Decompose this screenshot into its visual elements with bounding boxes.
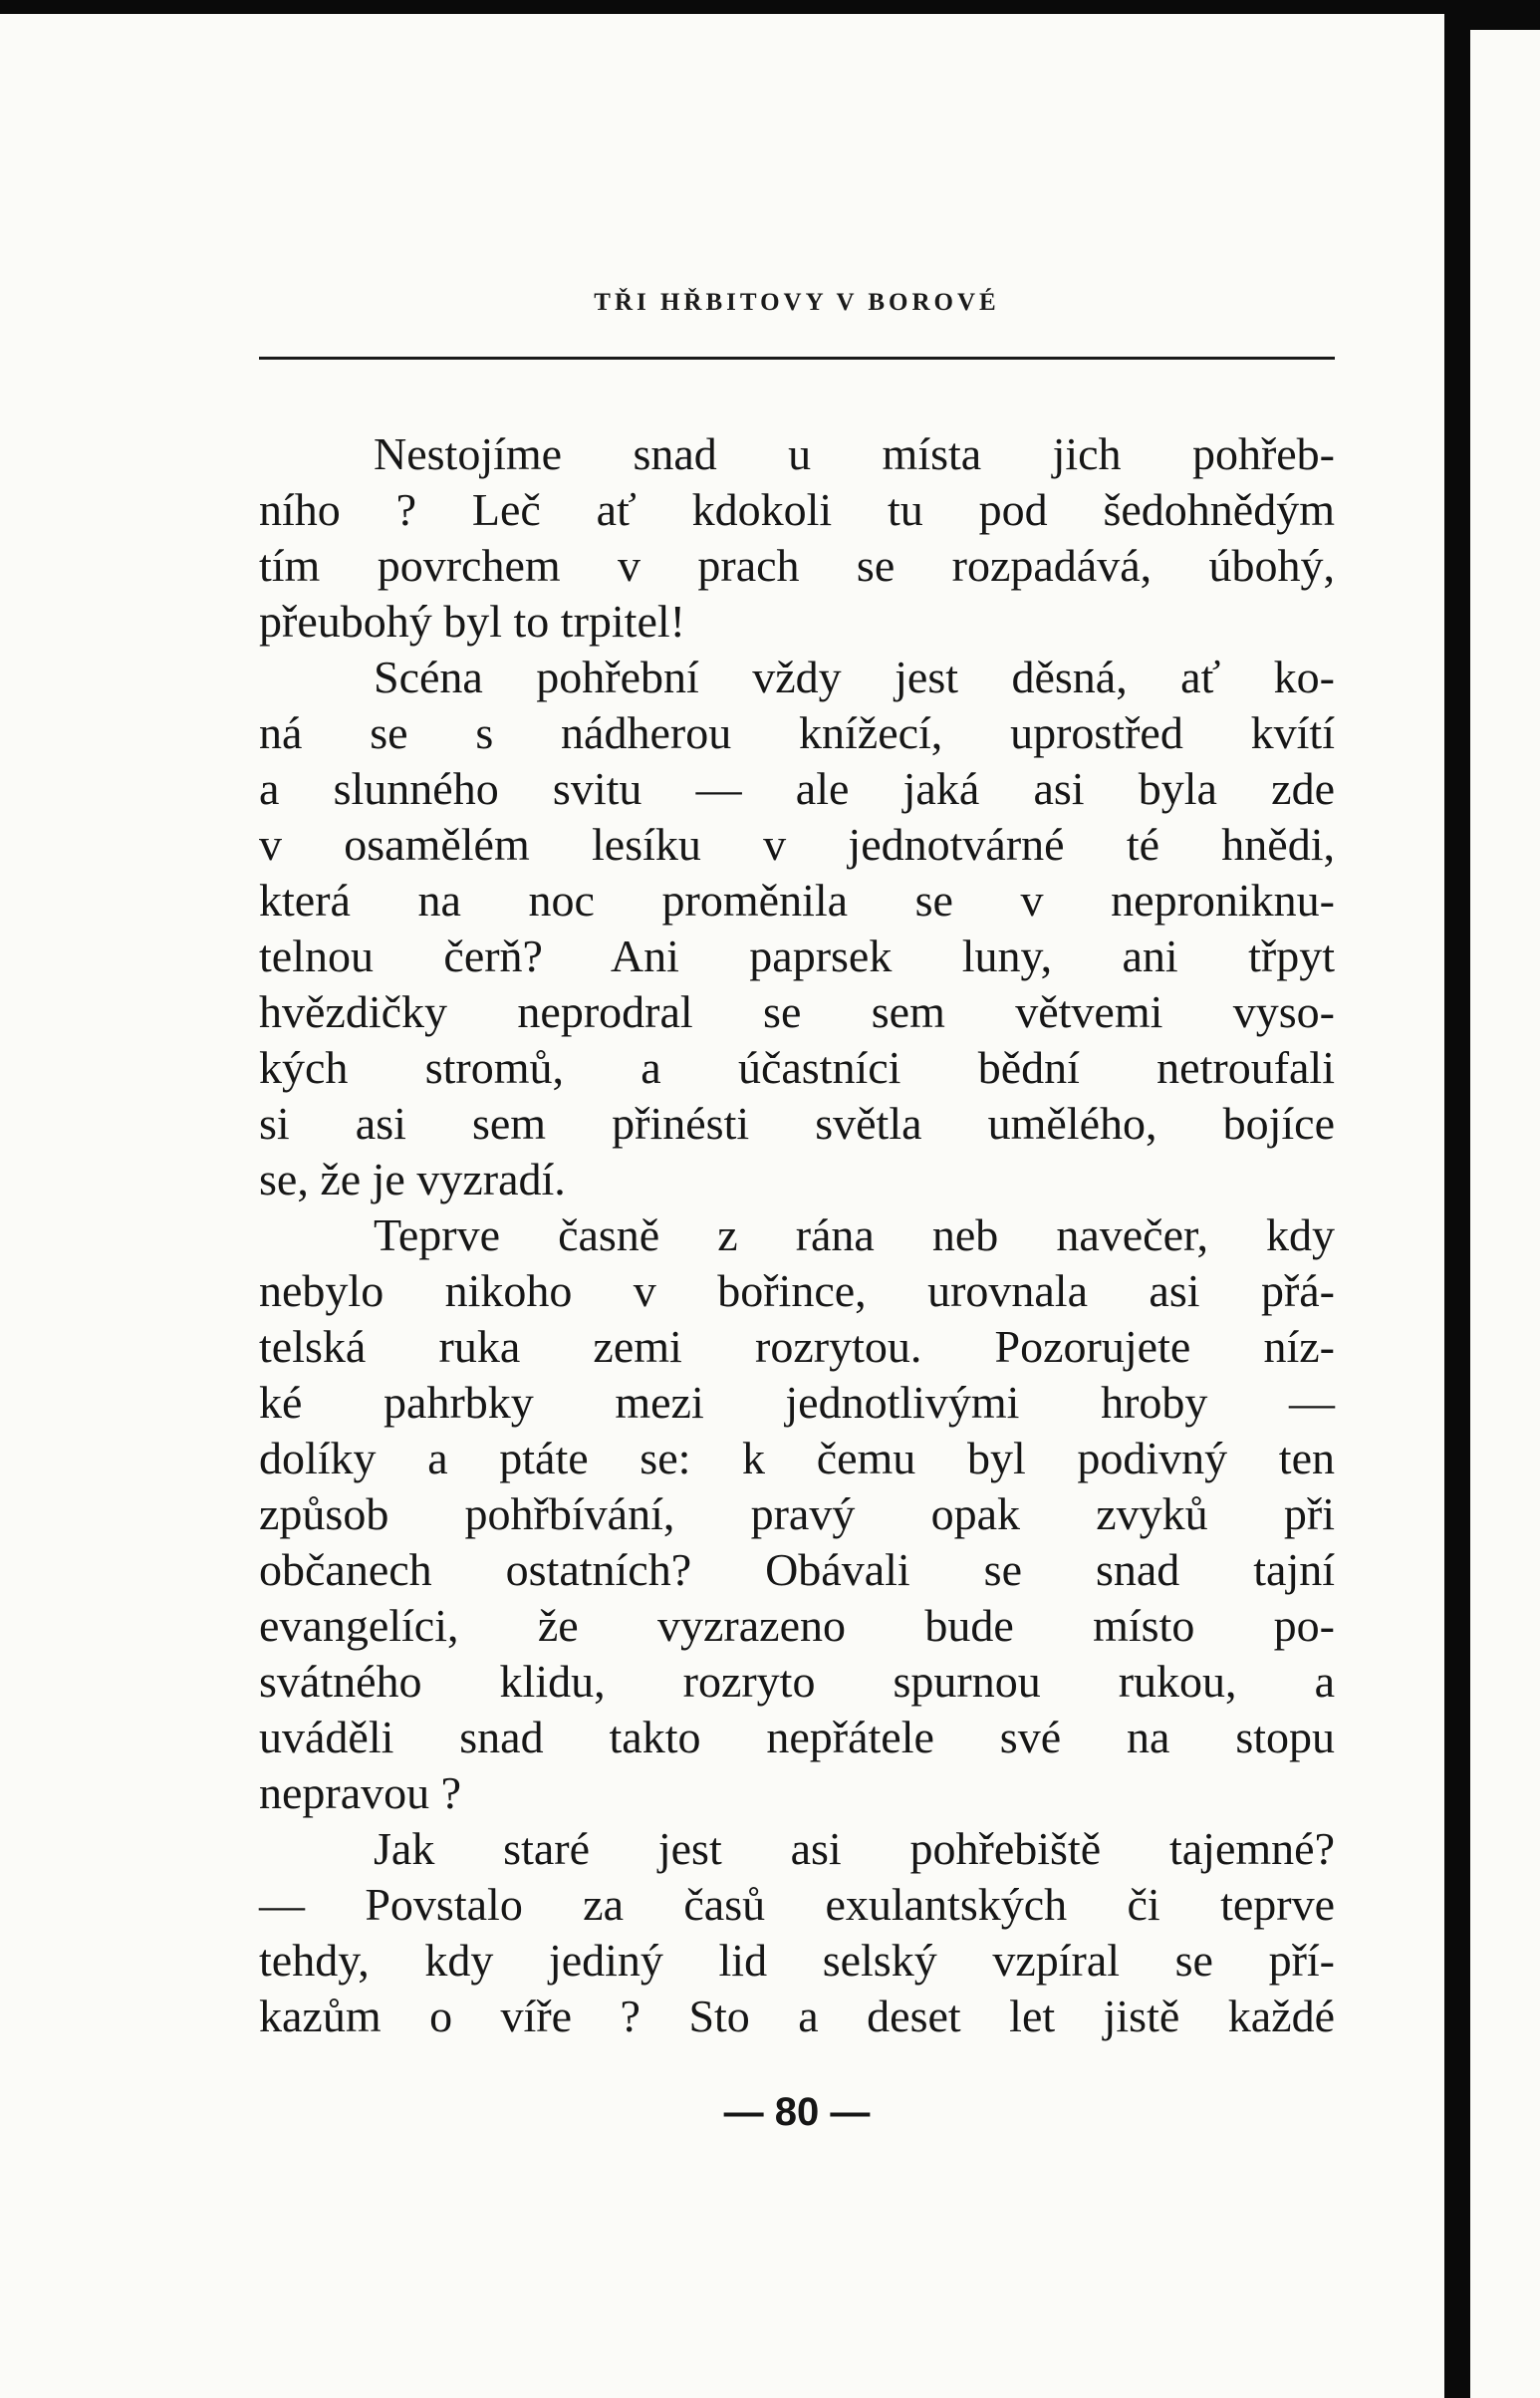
- text-line: ná se s nádherou knížecí, uprostřed kvítí: [259, 707, 1335, 758]
- text-line: nebylo nikoho v bořince, urovnala asi přá-: [259, 1265, 1335, 1316]
- text-line: — Povstalo za časů exulantských či teprve: [259, 1879, 1335, 1930]
- text-line: přeubohý byl to trpitel!: [259, 596, 685, 647]
- text-line: uváděli snad takto nepřátele své na stopu: [259, 1712, 1335, 1762]
- text-line: evangelíci, že vyzrazeno bude místo po-: [259, 1600, 1335, 1651]
- text-line: Teprve časně z rána neb navečer, kdy: [374, 1209, 1335, 1260]
- text-line: si asi sem přinésti světla umělého, bojíce: [259, 1098, 1335, 1149]
- page-number: — 80 —: [723, 2090, 871, 2134]
- body-text: [259, 426, 1335, 2044]
- text-line: se, že je vyzradí.: [259, 1154, 566, 1204]
- running-title: TŘI HŘBITOVY V BOROVÉ: [594, 289, 1000, 316]
- text-line: kazům o víře ? Sto a deset let jistě každé: [259, 1991, 1335, 2041]
- header-rule: [259, 357, 1335, 360]
- text-line: dolíky a ptáte se: k čemu byl podivný ten: [259, 1433, 1335, 1483]
- text-line: která na noc proměnila se v neproniknu-: [259, 875, 1335, 926]
- text-line: Scéna pohřební vždy jest děsná, ať ko-: [374, 652, 1335, 702]
- text-line: tím povrchem v prach se rozpadává, úbohý,: [259, 540, 1335, 591]
- text-line: v osamělém lesíku v jednotvárné té hnědi,: [259, 819, 1335, 870]
- text-line: telnou čerň? Ani paprsek luny, ani třpyt: [259, 931, 1335, 981]
- text-line: Jak staré jest asi pohřebiště tajemné?: [374, 1823, 1335, 1874]
- text-line: způsob pohřbívání, pravý opak zvyků při: [259, 1488, 1335, 1539]
- text-line: Nestojíme snad u místa jich pohřeb-: [374, 428, 1335, 479]
- text-line: ního ? Leč ať kdokoli tu pod šedohnědým: [259, 484, 1335, 535]
- adjacent-page-edge: [1470, 30, 1540, 2398]
- text-line: nepravou ?: [259, 1767, 462, 1818]
- text-line: telská ruka zemi rozrytou. Pozorujete níz-: [259, 1321, 1335, 1372]
- text-line: a slunného svitu — ale jaká asi byla zde: [259, 763, 1335, 814]
- text-line: občanech ostatních? Obávali se snad tajní: [259, 1544, 1335, 1595]
- text-line: ké pahrbky mezi jednotlivými hroby —: [259, 1377, 1335, 1428]
- text-line: kých stromů, a účastníci bědní netroufali: [259, 1042, 1335, 1093]
- text-line: tehdy, kdy jediný lid selský vzpíral se pří-: [259, 1935, 1335, 1986]
- text-line: hvězdičky neprodral se sem větvemi vyso-: [259, 986, 1335, 1037]
- text-line: svátného klidu, rozryto spurnou rukou, a: [259, 1656, 1335, 1707]
